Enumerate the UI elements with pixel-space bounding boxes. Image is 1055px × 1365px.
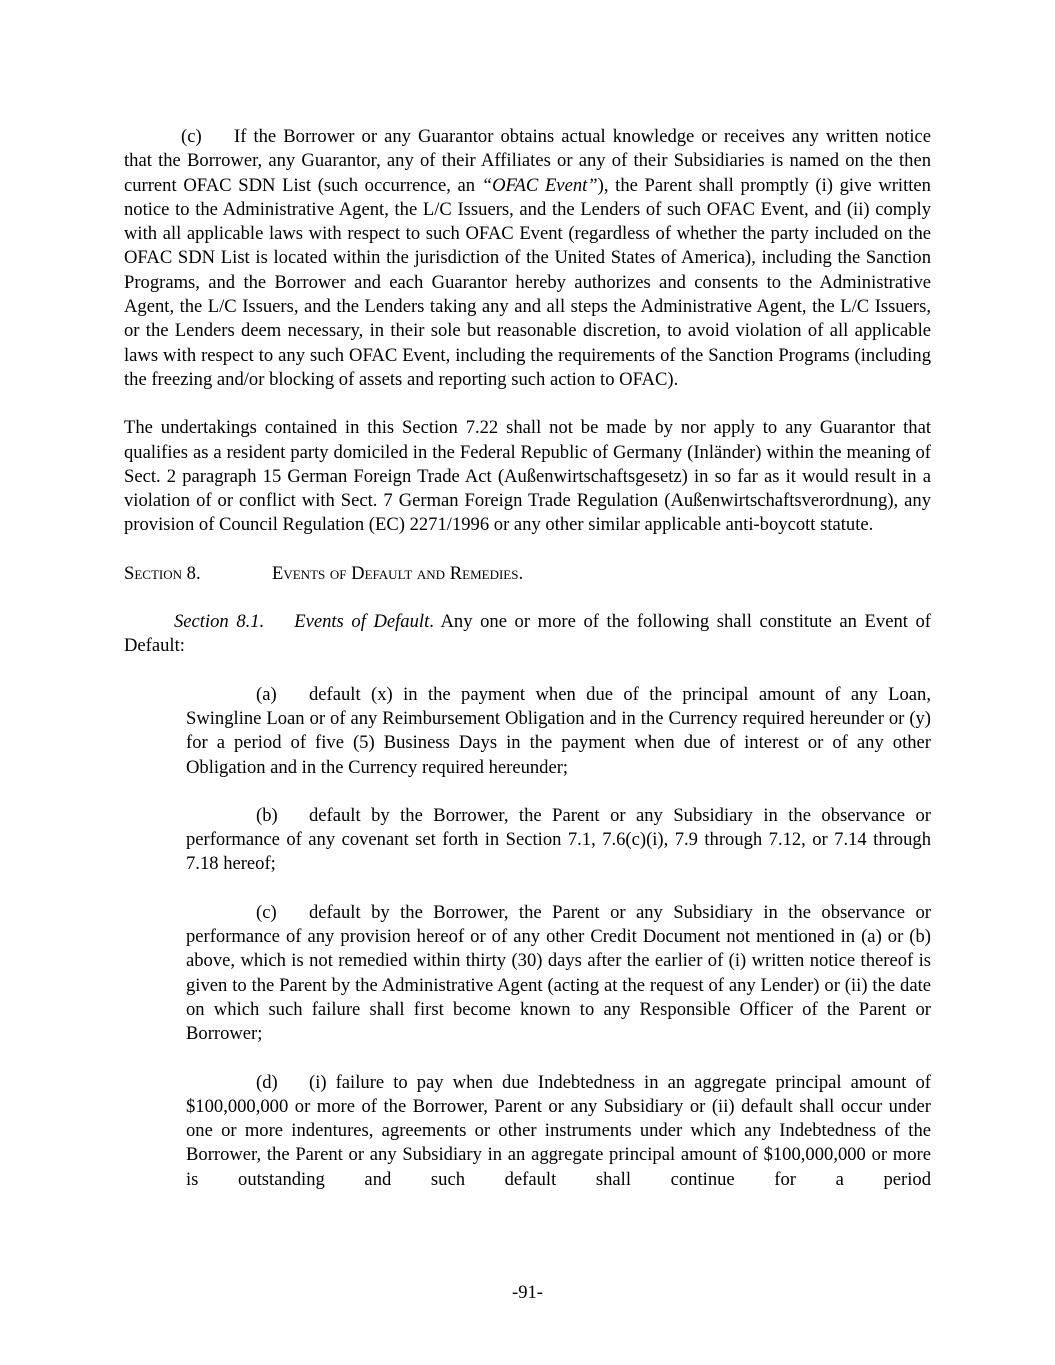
clause-d-label: (d) — [256, 1071, 278, 1093]
clause-b-text: default by the Borrower, the Parent or any Subsidiary in the observance or performance of any covenant set forth in Section 7.1, 7.6(c)(i), 7.9 through 7.12, or 7.14 through 7.18 hereof; — [186, 804, 931, 875]
clause-c-text: default by the Borrower, the Parent or any Subsidiary in the observance or performance of any provision hereof or of any other Credit Document not mentioned in (a) or (b) above, which is not remedied within thirty (30) days after the earlier of (i) written notice thereof is given to the Parent by the Administrative Agent (acting at the request of any Lender) or (ii) the date on which such failure shall first become known to any Responsible Officer of the Parent or Borrower; — [186, 901, 931, 1045]
clause-d — [186, 1071, 931, 1192]
clause-a-text: default (x) in the payment when due of the principal amount of any Loan, Swingline Loan or of any Reimbursement Obligation and in the Currency required hereunder or (y) for a period of five (5) Business Days in the payment when due of interest or of any other Obligation and in the Currency required hereunder; — [186, 683, 931, 778]
clause-c — [186, 901, 931, 1047]
paragraph-c-defined-term: “OFAC Event” — [481, 174, 598, 196]
section-8-1-text: . Any one or more of the following shall constitute an Event of Default: — [124, 611, 931, 657]
clause-a-label: (a) — [256, 683, 277, 705]
page-number: -91- — [512, 1282, 543, 1303]
clause-b — [186, 804, 931, 877]
paragraph-c — [124, 125, 931, 392]
clause-b-label: (b) — [256, 804, 278, 826]
clause-c-label: (c) — [256, 901, 277, 923]
section-8-1-number: Section 8.1. — [174, 611, 265, 633]
paragraph-c-text-before: If the Borrower or any Guarantor obtains actual knowledge or receives any written notice that the Borrower, any Guarantor, any of their Affiliates or any of their Subsidiaries is named on the then current OFAC SDN List (such occurrence, an — [124, 126, 931, 196]
undertakings-paragraph: The undertakings contained in this Section 7.22 shall not be made by nor apply to any Guarantor that qualifies as a resident party domiciled in the Federal Republic of Germany (Inländer) within the meaning of Sect. 2 paragraph 15 German Foreign Trade Act (Außenwirtschaftsgesetz) in so far as it would result in a violation of or conflict with Sect. 7 German Foreign Trade Regulation (Außenwirtschaftsverordnung), any provision of Council Regulation (EC) 2271/1996 or any other similar applicable anti-boycott statute. — [124, 417, 931, 536]
section-8-1-paragraph — [124, 610, 931, 659]
section-8-number: Section 8. — [124, 562, 201, 584]
paragraph-c-label: (c) — [181, 126, 202, 147]
section-8-1-title: Events of Default — [294, 611, 430, 633]
section-8-title: Events of Default and Remedies. — [272, 562, 524, 584]
clause-d-text: (i) failure to pay when due Indebtedness in an aggregate principal amount of $100,000,000 or more of the Borrower, Parent or any Subsidiary or (ii) default shall occur under one or more indentures, agreements or other instruments under which any Indebtedness of the Borrower, the Parent or any Subsidiary in an aggregate principal amount of $100,000,000 or more is outstanding and such default shall continue for a period — [186, 1071, 931, 1190]
clause-a — [186, 683, 931, 780]
section-8-heading — [124, 562, 931, 586]
document-page — [124, 125, 931, 1192]
paragraph-c-text-after: ), the Parent shall promptly (i) give written notice to the Administrative Agent, the L/C Issuers, and the Lenders of such OFAC Event, and (ii) comply with all applicable laws with respect to such OFAC Event (regardless of whether the party included on the OFAC SDN List is located within the jurisdiction of the United States of America), including the Sanction Programs, and the Borrower and each Guarantor hereby authorizes and consents to the Administrative Agent, the L/C Issuers, and the Lenders taking any and all steps the Administrative Agent, the L/C Issuers, or the Lenders deem necessary, in their sole but reasonable discretion, to avoid violation of all applicable laws with respect to any such OFAC Event, including the requirements of the Sanction Programs (including the freezing and/or blocking of assets and reporting such action to OFAC). — [124, 174, 931, 390]
